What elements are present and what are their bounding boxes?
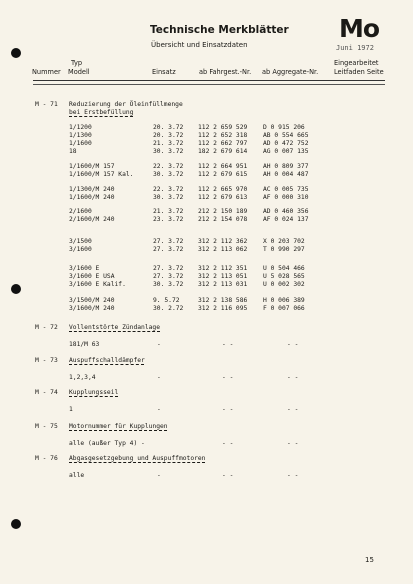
row-einsatz: 27. 3.72 xyxy=(153,246,184,253)
col-header-fahrgestell: ab Fahrgest.-Nr. xyxy=(199,68,252,76)
row-modell: 2/1600 xyxy=(69,208,92,215)
row-aggregat: AH 0 809 377 xyxy=(263,163,309,170)
row-aggregat: AB 0 554 665 xyxy=(263,132,309,139)
row-modell: 1,2,3,4 xyxy=(69,374,96,381)
document-date: Juni 1972 xyxy=(336,44,374,52)
section-title: Auspuffschalldämpfer xyxy=(69,357,145,364)
row-fahrgestell: 312 2 112 362 xyxy=(198,238,248,245)
row-aggregat: H 0 006 389 xyxy=(263,297,305,304)
row-aggregat: T 0 990 297 xyxy=(263,246,305,253)
row-modell: 18 xyxy=(69,148,77,155)
col-header-eingearbeitet: Eingearbeitet xyxy=(334,59,379,67)
row-fahrgestell: 112 2 679 613 xyxy=(198,194,248,201)
row-fahrgestell: 212 2 154 078 xyxy=(198,216,248,223)
row-fahrgestell: 312 2 113 051 xyxy=(198,273,248,280)
section-title: Abgasgesetzgebung und Auspuffmotoren xyxy=(69,455,206,462)
row-fahrgestell: 112 2 662 797 xyxy=(198,140,248,147)
row-fahrgestell: 112 2 665 970 xyxy=(198,186,248,193)
row-modell: 3/1600/M 240 xyxy=(69,305,115,312)
row-einsatz: 22. 3.72 xyxy=(153,186,184,193)
row-aggregat: AC 0 005 735 xyxy=(263,186,309,193)
row-fahrgestell: 312 2 112 351 xyxy=(198,265,248,272)
row-einsatz: 9. 5.72 xyxy=(153,297,180,304)
section-title: Vollentstörte Zündanlage xyxy=(69,324,160,331)
row-modell: 1/1600/M 157 xyxy=(69,163,115,170)
row-fahrgestell: 182 2 679 614 xyxy=(198,148,248,155)
row-fahrgestell: 112 2 652 318 xyxy=(198,132,248,139)
row-einsatz: 22. 3.72 xyxy=(153,163,184,170)
row-einsatz: 21. 3.72 xyxy=(153,208,184,215)
col-header-modell: Modell xyxy=(68,68,90,76)
row-fahrgestell: - - xyxy=(222,406,234,413)
row-aggregat: - - xyxy=(287,374,299,381)
row-fahrgestell: 312 2 113 031 xyxy=(198,281,248,288)
row-fahrgestell: - - xyxy=(222,440,234,447)
row-modell: 1/1200 xyxy=(69,124,92,131)
section-title: Kupplungsseil xyxy=(69,389,119,396)
row-fahrgestell: 312 2 116 095 xyxy=(198,305,248,312)
col-header-typ: Typ xyxy=(71,59,83,67)
document-title: Technische Merkblätter xyxy=(150,24,289,36)
row-einsatz: 20. 3.72 xyxy=(153,124,184,131)
row-aggregat: F 0 007 066 xyxy=(263,305,305,312)
section-title: Motornummer für Kupplungen xyxy=(69,423,168,430)
row-einsatz: 27. 3.72 xyxy=(153,273,184,280)
row-einsatz: 30. 3.72 xyxy=(153,281,184,288)
row-einsatz: 30. 3.72 xyxy=(153,171,184,178)
row-fahrgestell: - - xyxy=(222,374,234,381)
row-aggregat: - - xyxy=(287,341,299,348)
row-einsatz: - xyxy=(157,472,161,479)
row-einsatz: 27. 3.72 xyxy=(153,265,184,272)
row-fahrgestell: 312 2 113 062 xyxy=(198,246,248,253)
row-aggregat: X 0 203 702 xyxy=(263,238,305,245)
row-aggregat: U 5 028 565 xyxy=(263,273,305,280)
row-einsatz: 30. 3.72 xyxy=(153,148,184,155)
row-einsatz: 30. 2.72 xyxy=(153,305,184,312)
row-aggregat: AD 0 460 356 xyxy=(263,208,309,215)
row-modell: 1/1300 xyxy=(69,132,92,139)
row-fahrgestell: 112 2 659 529 xyxy=(198,124,248,131)
punch-hole-middle xyxy=(11,284,21,294)
punch-hole-bottom xyxy=(11,519,21,529)
section-number: M - 76 xyxy=(35,455,58,462)
row-modell: 3/1600 E xyxy=(69,265,100,272)
row-modell: 3/1600 E Kalif. xyxy=(69,281,126,288)
row-modell: 1/1600/M 240 xyxy=(69,194,115,201)
row-aggregat: U 0 002 302 xyxy=(263,281,305,288)
section-logo: Mo xyxy=(339,14,380,43)
row-aggregat: AG 0 007 135 xyxy=(263,148,309,155)
row-aggregat: AD 0 472 752 xyxy=(263,140,309,147)
row-aggregat: AF 0 024 137 xyxy=(263,216,309,223)
col-header-nummer: Nummer xyxy=(32,68,61,76)
row-aggregat: - - xyxy=(287,440,299,447)
col-header-aggregat: ab Aggregate-Nr. xyxy=(262,68,319,76)
section-number: M - 72 xyxy=(35,324,58,331)
row-modell: 2/1600/M 240 xyxy=(69,216,115,223)
row-modell: alle (außer Typ 4) - xyxy=(69,440,145,447)
section-number: M - 73 xyxy=(35,357,58,364)
row-modell: 3/1500/M 240 xyxy=(69,297,115,304)
row-aggregat: - - xyxy=(287,472,299,479)
header-rule-thin xyxy=(33,84,385,85)
row-aggregat: D 0 915 206 xyxy=(263,124,305,131)
page-number: 15 xyxy=(365,556,374,564)
row-einsatz: 20. 3.72 xyxy=(153,132,184,139)
row-einsatz: - xyxy=(157,374,161,381)
row-modell: alle xyxy=(69,472,85,479)
row-modell: 3/1600 xyxy=(69,246,92,253)
row-fahrgestell: 112 2 679 615 xyxy=(198,171,248,178)
section-title: Reduzierung der Öleinfüllmenge xyxy=(69,101,183,108)
row-aggregat: AF 0 000 310 xyxy=(263,194,309,201)
col-header-leitfaden: Leitfaden Seite xyxy=(334,68,384,76)
row-einsatz: - xyxy=(157,341,161,348)
row-fahrgestell: - - xyxy=(222,341,234,348)
row-modell: 1/1300/M 240 xyxy=(69,186,115,193)
section-number: M - 71 xyxy=(35,101,58,108)
row-fahrgestell: 112 2 664 951 xyxy=(198,163,248,170)
row-einsatz: 30. 3.72 xyxy=(153,194,184,201)
row-einsatz: 27. 3.72 xyxy=(153,238,184,245)
document-subtitle: Übersicht und Einsatzdaten xyxy=(151,41,248,49)
section-number: M - 74 xyxy=(35,389,58,396)
row-fahrgestell: 212 2 150 189 xyxy=(198,208,248,215)
row-modell: 1 xyxy=(69,406,73,413)
row-aggregat: U 0 504 466 xyxy=(263,265,305,272)
row-aggregat: AH 0 004 487 xyxy=(263,171,309,178)
row-fahrgestell: - - xyxy=(222,472,234,479)
punch-hole-top xyxy=(11,48,21,58)
header-rule xyxy=(33,80,385,81)
section-number: M - 75 xyxy=(35,423,58,430)
col-header-einsatz: Einsatz xyxy=(152,68,176,76)
section-title-line2: bei Erstbefüllung xyxy=(69,109,134,116)
row-aggregat: - - xyxy=(287,406,299,413)
row-fahrgestell: 312 2 138 586 xyxy=(198,297,248,304)
row-modell: 3/1600 E USA xyxy=(69,273,115,280)
row-einsatz: - xyxy=(157,406,161,413)
row-einsatz: 23. 3.72 xyxy=(153,216,184,223)
row-modell: 181/M 63 xyxy=(69,341,100,348)
row-einsatz: 21. 3.72 xyxy=(153,140,184,147)
row-modell: 1/1600 xyxy=(69,140,92,147)
row-modell: 1/1600/M 157 Kal. xyxy=(69,171,134,178)
row-modell: 3/1500 xyxy=(69,238,92,245)
